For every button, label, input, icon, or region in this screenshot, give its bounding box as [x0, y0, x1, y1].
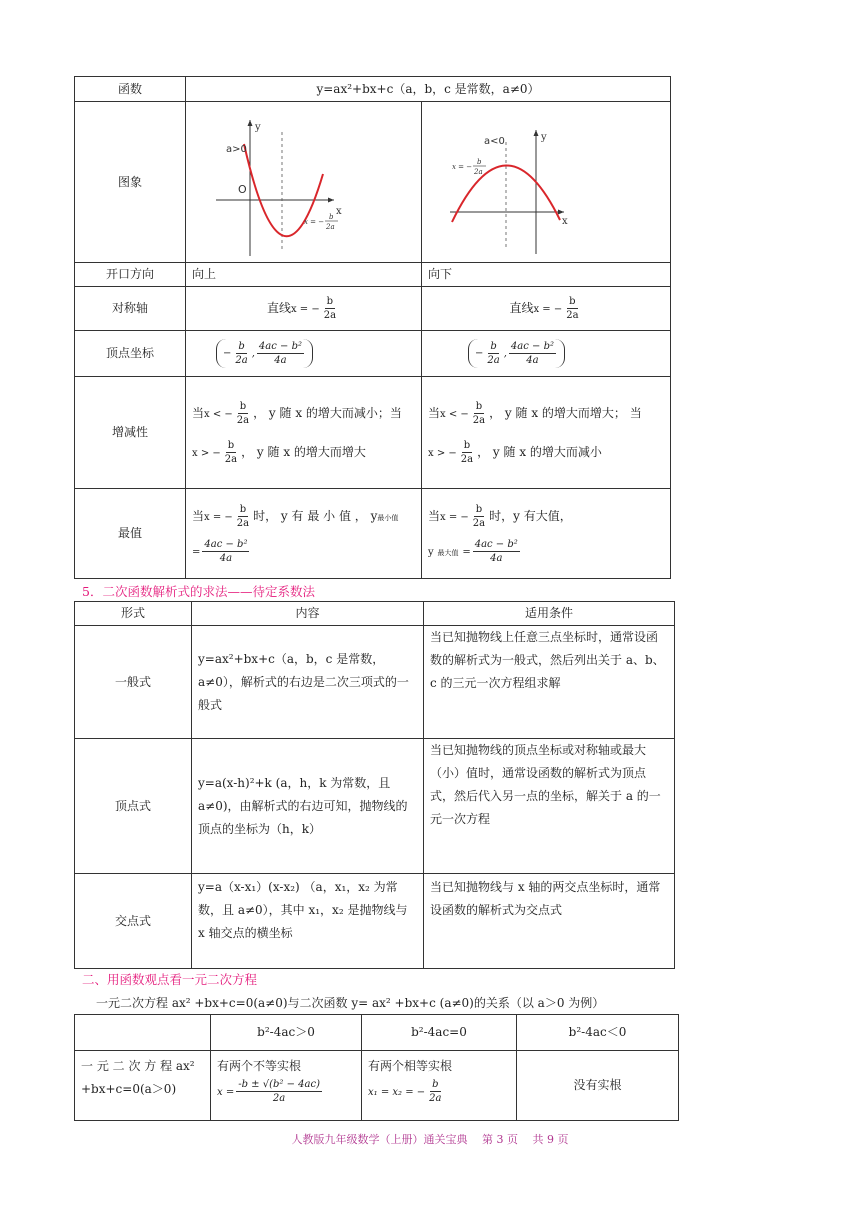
y: y — [428, 546, 434, 558]
extreme-down — [422, 489, 671, 579]
graph-label: 图象 — [75, 102, 186, 263]
axis-lhs: x = − — [533, 304, 563, 315]
num: b — [227, 439, 235, 451]
num: b — [239, 400, 247, 412]
parabola-down-graph — [422, 102, 671, 262]
extreme-up — [186, 489, 422, 579]
frac — [223, 439, 239, 466]
axis-eq-den: 2a — [326, 223, 335, 231]
frac — [473, 538, 520, 565]
y-axis-label: y — [255, 122, 261, 133]
x-axis-label: x — [336, 206, 342, 217]
sub: 最小值 — [377, 513, 399, 522]
den: 2a — [224, 453, 238, 465]
form-cell: 顶点式 — [75, 739, 192, 874]
root-formula — [427, 1078, 443, 1105]
double-root-cell — [362, 1051, 517, 1121]
text: ， y 随 x 的增大而减小 — [477, 444, 602, 459]
text: 时， y 有 最 小 值 ， y — [253, 508, 378, 523]
two-roots-text: 有两个不等实根 — [217, 1059, 302, 1073]
section-2-heading: 二、用函数观点看一元二次方程 — [82, 972, 258, 987]
axis-lhs: x = − — [290, 304, 320, 315]
minus: − — [223, 348, 232, 359]
num: 4ac − b² — [258, 341, 302, 352]
comma: , — [503, 348, 507, 359]
form-cell: 一般式 — [75, 626, 192, 739]
corner-cell — [75, 1015, 211, 1051]
monotonic-down — [422, 377, 671, 489]
table-row — [75, 874, 675, 969]
text: 时，y 有大值， — [489, 508, 572, 523]
axis-eq-label: x = − — [304, 218, 325, 226]
cond: x = − — [204, 511, 233, 523]
two-roots-cell — [211, 1051, 362, 1121]
vertex-coords — [468, 339, 565, 368]
header-delta-negative: b²-4ac＜0 — [517, 1015, 679, 1051]
content-cell: y=ax²+bx+c（a，b，c 是常数，a≠0），解析式的右边是二次三项式的一般式 — [192, 626, 424, 739]
axis-eq-num: b — [329, 213, 334, 221]
frac — [471, 400, 487, 427]
frac — [459, 439, 475, 466]
axis-fraction — [564, 295, 580, 322]
condition-cell: 当已知抛物线上任意三点坐标时，通常设函数的解析式为一般式，然后列出关于 a、b、c 的三元一次方程组求解 — [424, 626, 675, 739]
den: 2a — [472, 414, 486, 426]
extreme-label: 最值 — [75, 489, 186, 579]
den: 2a — [487, 355, 500, 366]
cond: x = − — [440, 511, 469, 523]
minus: − — [475, 348, 484, 359]
vertex-down — [422, 331, 671, 377]
text: ， y 随 x 的增大而增大； 当 — [489, 405, 642, 420]
origin-label: O — [238, 183, 247, 196]
monotonic-label: 增减性 — [75, 377, 186, 489]
col-header-condition: 适用条件 — [424, 602, 675, 626]
den: 2a — [236, 517, 250, 529]
cond: x > − — [192, 447, 221, 459]
intro-text: 一元二次方程 ax² +bx+c=0(a≠0)与二次函数 y= ax² +bx+c (a≠0)的关系（以 a＞0 为例） — [96, 996, 605, 1010]
eq: = — [462, 546, 471, 558]
table-row — [75, 626, 675, 739]
axis-den: 2a — [566, 310, 579, 321]
axis-num: b — [569, 296, 576, 307]
num: b — [475, 503, 483, 515]
a-negative-label: a<0 — [484, 136, 505, 147]
eq: = — [192, 546, 201, 558]
vertex-up — [186, 331, 422, 377]
vertex-y-frac — [509, 340, 556, 367]
vertex-x-frac — [233, 340, 249, 367]
den: 4a — [490, 552, 503, 564]
den: 2a — [429, 1093, 442, 1104]
den: 2a — [236, 414, 250, 426]
page-footer: 人教版九年级数学（上册）通关宝典 第 3 页 共 9 页 — [291, 1133, 569, 1146]
axis-down — [422, 287, 671, 331]
den: 4a — [219, 552, 233, 564]
comma: , — [251, 348, 255, 359]
lhs: x = — [217, 1087, 235, 1098]
den: 4a — [274, 355, 287, 366]
num: b — [463, 439, 471, 451]
discriminant-table — [74, 1014, 679, 1121]
num: b — [239, 503, 247, 515]
num: b — [490, 341, 497, 352]
root-formula — [236, 1078, 322, 1105]
den: 2a — [235, 355, 248, 366]
frac — [235, 503, 251, 530]
word: 当 — [428, 405, 441, 420]
a-positive-label: a>0 — [226, 144, 247, 155]
text: ， y 随 x 的增大而增大 — [241, 444, 366, 459]
vertex-label: 顶点坐标 — [75, 331, 186, 377]
table-row — [75, 739, 675, 874]
frac — [235, 400, 251, 427]
double-root-text: 有两个相等实根 — [368, 1059, 453, 1073]
axis-den: 2a — [323, 310, 337, 321]
num: 4ac − b² — [204, 538, 248, 550]
den: 2a — [460, 453, 474, 465]
num: -b ± √(b² − 4ac) — [238, 1079, 320, 1090]
cond: x < − — [440, 408, 469, 420]
vertex-x-frac — [485, 340, 501, 367]
num: 4ac − b² — [510, 341, 554, 352]
vertex-y-frac — [257, 340, 304, 367]
axis-num: b — [326, 296, 334, 307]
cond: x > − — [428, 447, 457, 459]
word: 当 — [428, 508, 441, 523]
word: 当 — [192, 508, 205, 523]
num: 4ac − b² — [474, 538, 518, 550]
axis-eq-label: x = − — [452, 163, 473, 171]
axis-fraction — [322, 295, 338, 322]
direction-label: 开口方向 — [75, 263, 186, 287]
direction-up: 向上 — [186, 263, 422, 287]
lhs: x₁ = x₂ = − — [368, 1087, 426, 1098]
condition-cell: 当已知抛物线与 x 轴的两交点坐标时，通常设函数的解析式为交点式 — [424, 874, 675, 969]
num: b — [475, 400, 483, 412]
form-cell: 交点式 — [75, 874, 192, 969]
parabola-up-graph — [186, 102, 422, 262]
axis-label: 对称轴 — [75, 287, 186, 331]
condition-cell: 当已知抛物线的顶点坐标或对称轴或最大（小）值时，通常设函数的解析式为顶点式，然后代入另一点的坐标，解关于 a 的一元一次方程 — [424, 739, 675, 874]
frac — [202, 538, 249, 565]
monotonic-up — [186, 377, 422, 489]
header-formula: y=ax²+bx+c（a，b，c 是常数，a≠0） — [186, 77, 671, 102]
y-axis-label: y — [541, 132, 547, 143]
num: b — [238, 341, 245, 352]
num: b — [432, 1079, 439, 1090]
text: ， y 随 x 的增大而减小；当 — [253, 405, 402, 420]
section-5-heading: 5．二次函数解析式的求法——待定系数法 — [82, 584, 315, 599]
header-delta-positive: b²-4ac＞0 — [211, 1015, 362, 1051]
axis-up — [186, 287, 422, 331]
den: 2a — [472, 517, 486, 529]
graph-down-cell — [422, 102, 671, 263]
equation-label: 一 元 二 次 方 程 ax² +bx+c=0(a＞0) — [75, 1051, 211, 1121]
frac — [471, 503, 487, 530]
col-header-content: 内容 — [192, 602, 424, 626]
header-label: 函数 — [75, 77, 186, 102]
no-root-cell: 没有实根 — [517, 1051, 679, 1121]
word: 当 — [192, 405, 205, 420]
axis-prefix: 直线 — [266, 301, 291, 315]
den: 2a — [272, 1093, 286, 1104]
axis-prefix: 直线 — [509, 301, 534, 315]
vertex-coords — [216, 339, 313, 368]
content-cell: y=a（x-x₁）(x-x₂) （a，x₁，x₂ 为常数，且 a≠0），其中 x₁，x₂ 是抛物线与 x 轴交点的横坐标 — [192, 874, 424, 969]
function-properties-table — [74, 76, 671, 579]
cond: x < − — [204, 408, 233, 420]
sub: 最大值 — [437, 548, 459, 557]
method-table — [74, 601, 675, 969]
den: 4a — [526, 355, 539, 366]
header-delta-zero: b²-4ac=0 — [362, 1015, 517, 1051]
col-header-form: 形式 — [75, 602, 192, 626]
x-axis-label: x — [562, 216, 568, 227]
axis-eq-den: 2a — [474, 168, 483, 176]
direction-down: 向下 — [422, 263, 671, 287]
axis-eq-num: b — [477, 158, 482, 166]
content-cell: y=a(x-h)²+k (a，h，k 为常数，且 a≠0)，由解析式的右边可知，抛物线的顶点的坐标为（h，k） — [192, 739, 424, 874]
graph-up-cell — [186, 102, 422, 263]
